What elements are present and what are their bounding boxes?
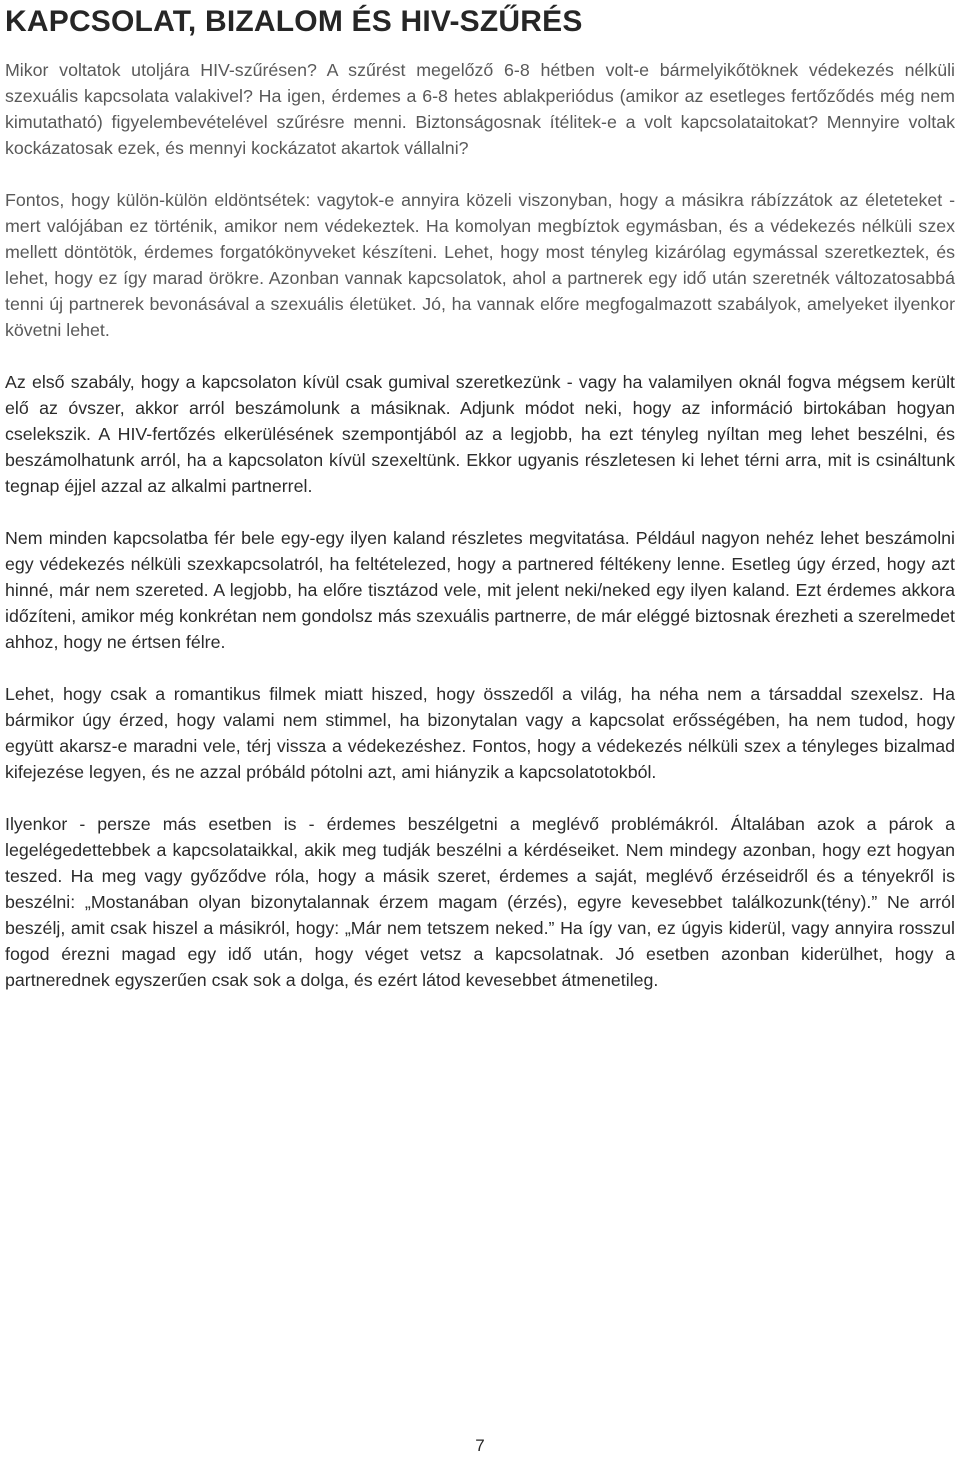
- paragraph-first-rule: Az első szabály, hogy a kapcsolaton kívül csak gumival szeretkezünk - vagy ha valamilyen oknál fogva mégsem került elő az óvszer, akkor arról beszámolunk a másiknak. Adjunk módot neki, hogy az információ birtokában hogyan cselekszik. A HIV-fertőzés elkerülésének szempontjából az a legjobb, ha ezt tényleg nyíltan meg lehet beszélni, és beszámolhatunk arról, ha a kapcsolaton kívül szexeltünk. Ekkor ugyanis részletesen ki lehet térni arra, mit is csináltunk tegnap éjjel azzal az alkalmi partnerrel.: [5, 372, 955, 496]
- paragraph-talking-problems: Ilyenkor - persze más esetben is - érdemes beszélgetni a meglévő problémákról. Általában azok a párok a legelégedettebbek a kapcsolataikkal, akik meg tudják beszélni a kérdéseiket. Nem mindegy azonban, hogy ezt hogyan teszed. Ha meg vagy győződve róla, hogy a másik szeret, érdemes a saját, meglévő érzéseidről és a tényekről is beszélni: „Mostanában olyan bizonytalannak érzem magam (érzés), egyre kevesebbet találkozunk(tény).” Ne arról beszélj, amit csak hiszel a másikról, hogy: „Már nem tetszem neked.” Ha így van, ez úgyis kiderül, vagy annyira rosszul fogod érezni magad egy idő után, hogy véget vetsz a kapcsolatnak. Jó esetben azonban kiderülhet, hogy a partnerednek egyszerűen csak sok a dolga, és ezért látod kevesebbet átmenetileg.: [5, 814, 955, 990]
- paragraph-discussion: Nem minden kapcsolatba fér bele egy-egy ilyen kaland részletes megvitatása. Például nagyon nehéz lehet beszámolni egy védekezés nélküli szexkapcsolatról, ha feltételezed, hogy a partnered féltékeny lenne. Esetleg úgy érzed, hogy azt hinné, már nem szereted. A legjobb, ha előre tisztázod vele, mit jelent neki/neked egy ilyen kaland. Ezt érdemes akkora időzíteni, amikor még konkrétan nem gondolsz más szexuális partnerre, de már eléggé biztosnak érezheti a szerelmedet ahhoz, hogy ne értsen félre.: [5, 528, 955, 652]
- document-page: [5, 0, 955, 1019]
- page-title: KAPCSOLAT, BIZALOM ÉS HIV-SZŰRÉS: [5, 5, 583, 38]
- paragraph-romantic-films: Lehet, hogy csak a romantikus filmek miatt hiszed, hogy összedől a világ, ha néha nem a társaddal szexelsz. Ha bármikor úgy érzed, hogy valami nem stimmel, ha bizonytalan vagy a kapcsolat erősségében, ha nem tudod, hogy együtt akarsz-e maradni vele, térj vissza a védekezéshez. Fontos, hogy a védekezés nélküli szex a tényleges bizalmad kifejezése legyen, és ne azzal próbáld pótolni azt, ami hiányzik a kapcsolatotokból.: [5, 684, 955, 782]
- page-number: 7: [475, 1436, 485, 1455]
- paragraph-trust-decision: Fontos, hogy külön-külön eldöntsétek: vagytok-e annyira közeli viszonyban, hogy a másikra rábízzátok az életeteket - mert valójában ez történik, amikor nem védekeztek. Ha komolyan megbíztok egymásban, és a védekezés nélküli szex mellett döntötök, érdemes forgatókönyveket készíteni. Lehet, hogy most tényleg kizárólag egymással szeretkeztek, és lehet, hogy ez így marad örökre. Azonban vannak kapcsolatok, ahol a partnerek egy idő után szeretnék változatosabbá tenni új partnerek bevonásával a szexuális életüket. Jó, ha vannak előre megfogalmazott szabályok, amelyeket ilyenkor követni lehet.: [5, 190, 955, 340]
- paragraph-hiv-testing: Mikor voltatok utoljára HIV-szűrésen? A szűrést megelőző 6-8 hétben volt-e bármelyikőtöknek védekezés nélküli szexuális kapcsolata valakivel? Ha igen, érdemes a 6-8 hetes ablakperiódus (amikor az esetleges fertőződés még nem kimutatható) figyelembevételével szűrésre menni. Biztonságosnak ítélitek-e a volt kapcsolataitokat? Mennyire voltak kockázatosak ezek, és mennyi kockázatot akartok vállalni?: [5, 60, 955, 158]
- document-body: [5, 57, 955, 993]
